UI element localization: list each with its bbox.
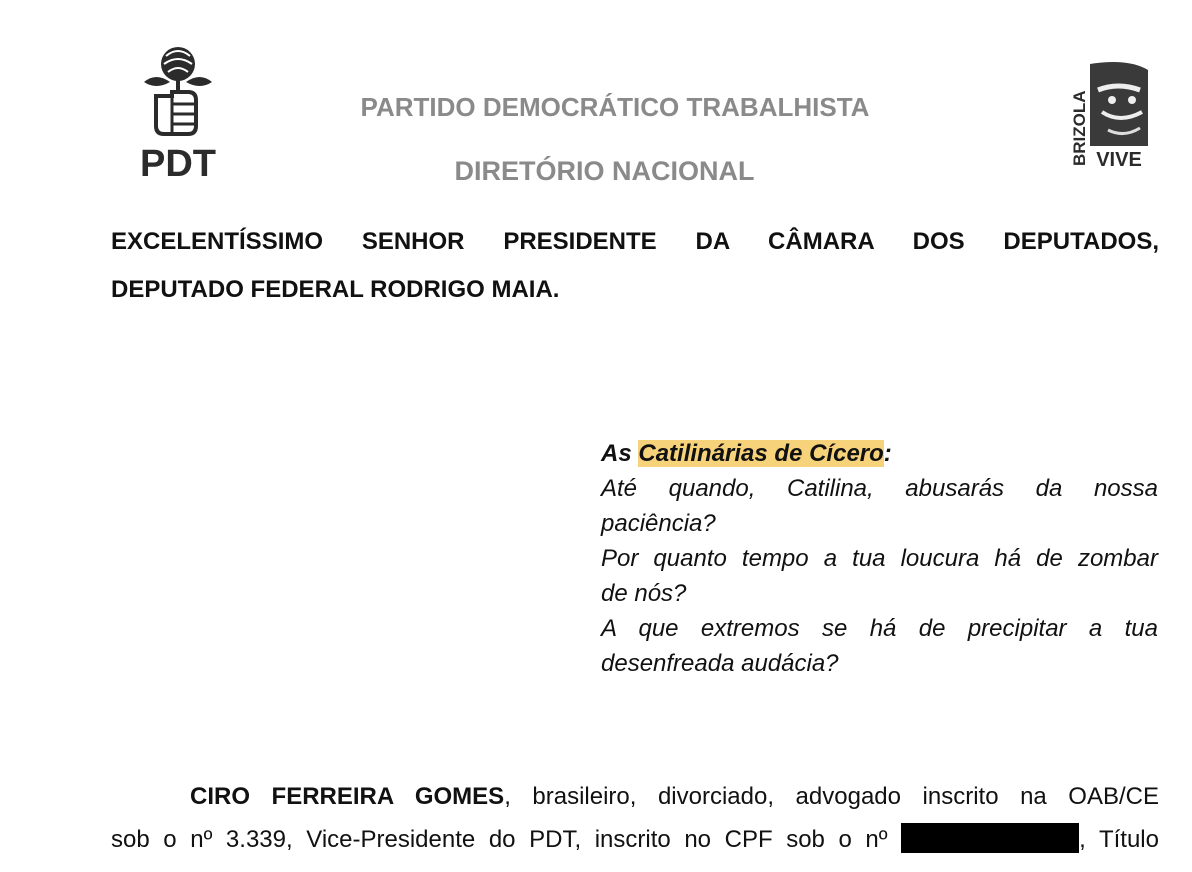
body-line-1-text: , brasileiro, divorciado, advogado inscrito na OAB/CE <box>504 783 1159 810</box>
redaction-bar <box>901 823 1079 853</box>
rose-icon <box>144 47 212 92</box>
pdt-logo-text: PDT <box>140 143 216 182</box>
body-line-2 <box>111 818 1159 861</box>
epigraph-line: Até quando, Catilina, abusarás da nossa <box>601 475 1158 502</box>
epigraph-line: de nós? <box>601 580 687 607</box>
body-line-2-start: sob o nº 3.339, Vice-Presidente do PDT, inscrito no CPF sob o nº <box>111 826 902 853</box>
epigraph-line: Por quanto tempo a tua loucura há de zombar <box>601 545 1158 572</box>
epigraph-line: A que extremos se há de precipitar a tua <box>601 615 1158 642</box>
epigraph-prefix: As <box>601 440 639 467</box>
epigraph-line: paciência? <box>601 510 716 537</box>
petitioner-name: CIRO FERREIRA GOMES <box>190 783 505 810</box>
directory-name: DIRETÓRIO NACIONAL <box>454 156 755 186</box>
addressee-line-2: DEPUTADO FEDERAL RODRIGO MAIA. <box>111 276 560 303</box>
brizola-text: BRIZOLA <box>1070 90 1089 166</box>
body-paragraph <box>111 775 1159 861</box>
epigraph-suffix: : <box>883 440 892 467</box>
epigraph-line: desenfreada audácia? <box>601 650 839 677</box>
addressee-line-1: EXCELENTÍSSIMO SENHOR PRESIDENTE DA CÂMARA DOS DEPUTADOS, <box>111 228 1159 255</box>
body-line-2-end: , Título <box>1079 826 1159 853</box>
epigraph <box>601 436 1158 681</box>
vive-text: VIVE <box>1096 149 1142 168</box>
epigraph-heading <box>601 436 1158 471</box>
body-line-1 <box>111 775 1159 818</box>
party-name: PARTIDO DEMOCRÁTICO TRABALHISTA <box>360 92 870 122</box>
epigraph-highlight: Catilinárias de Cícero <box>638 440 884 467</box>
